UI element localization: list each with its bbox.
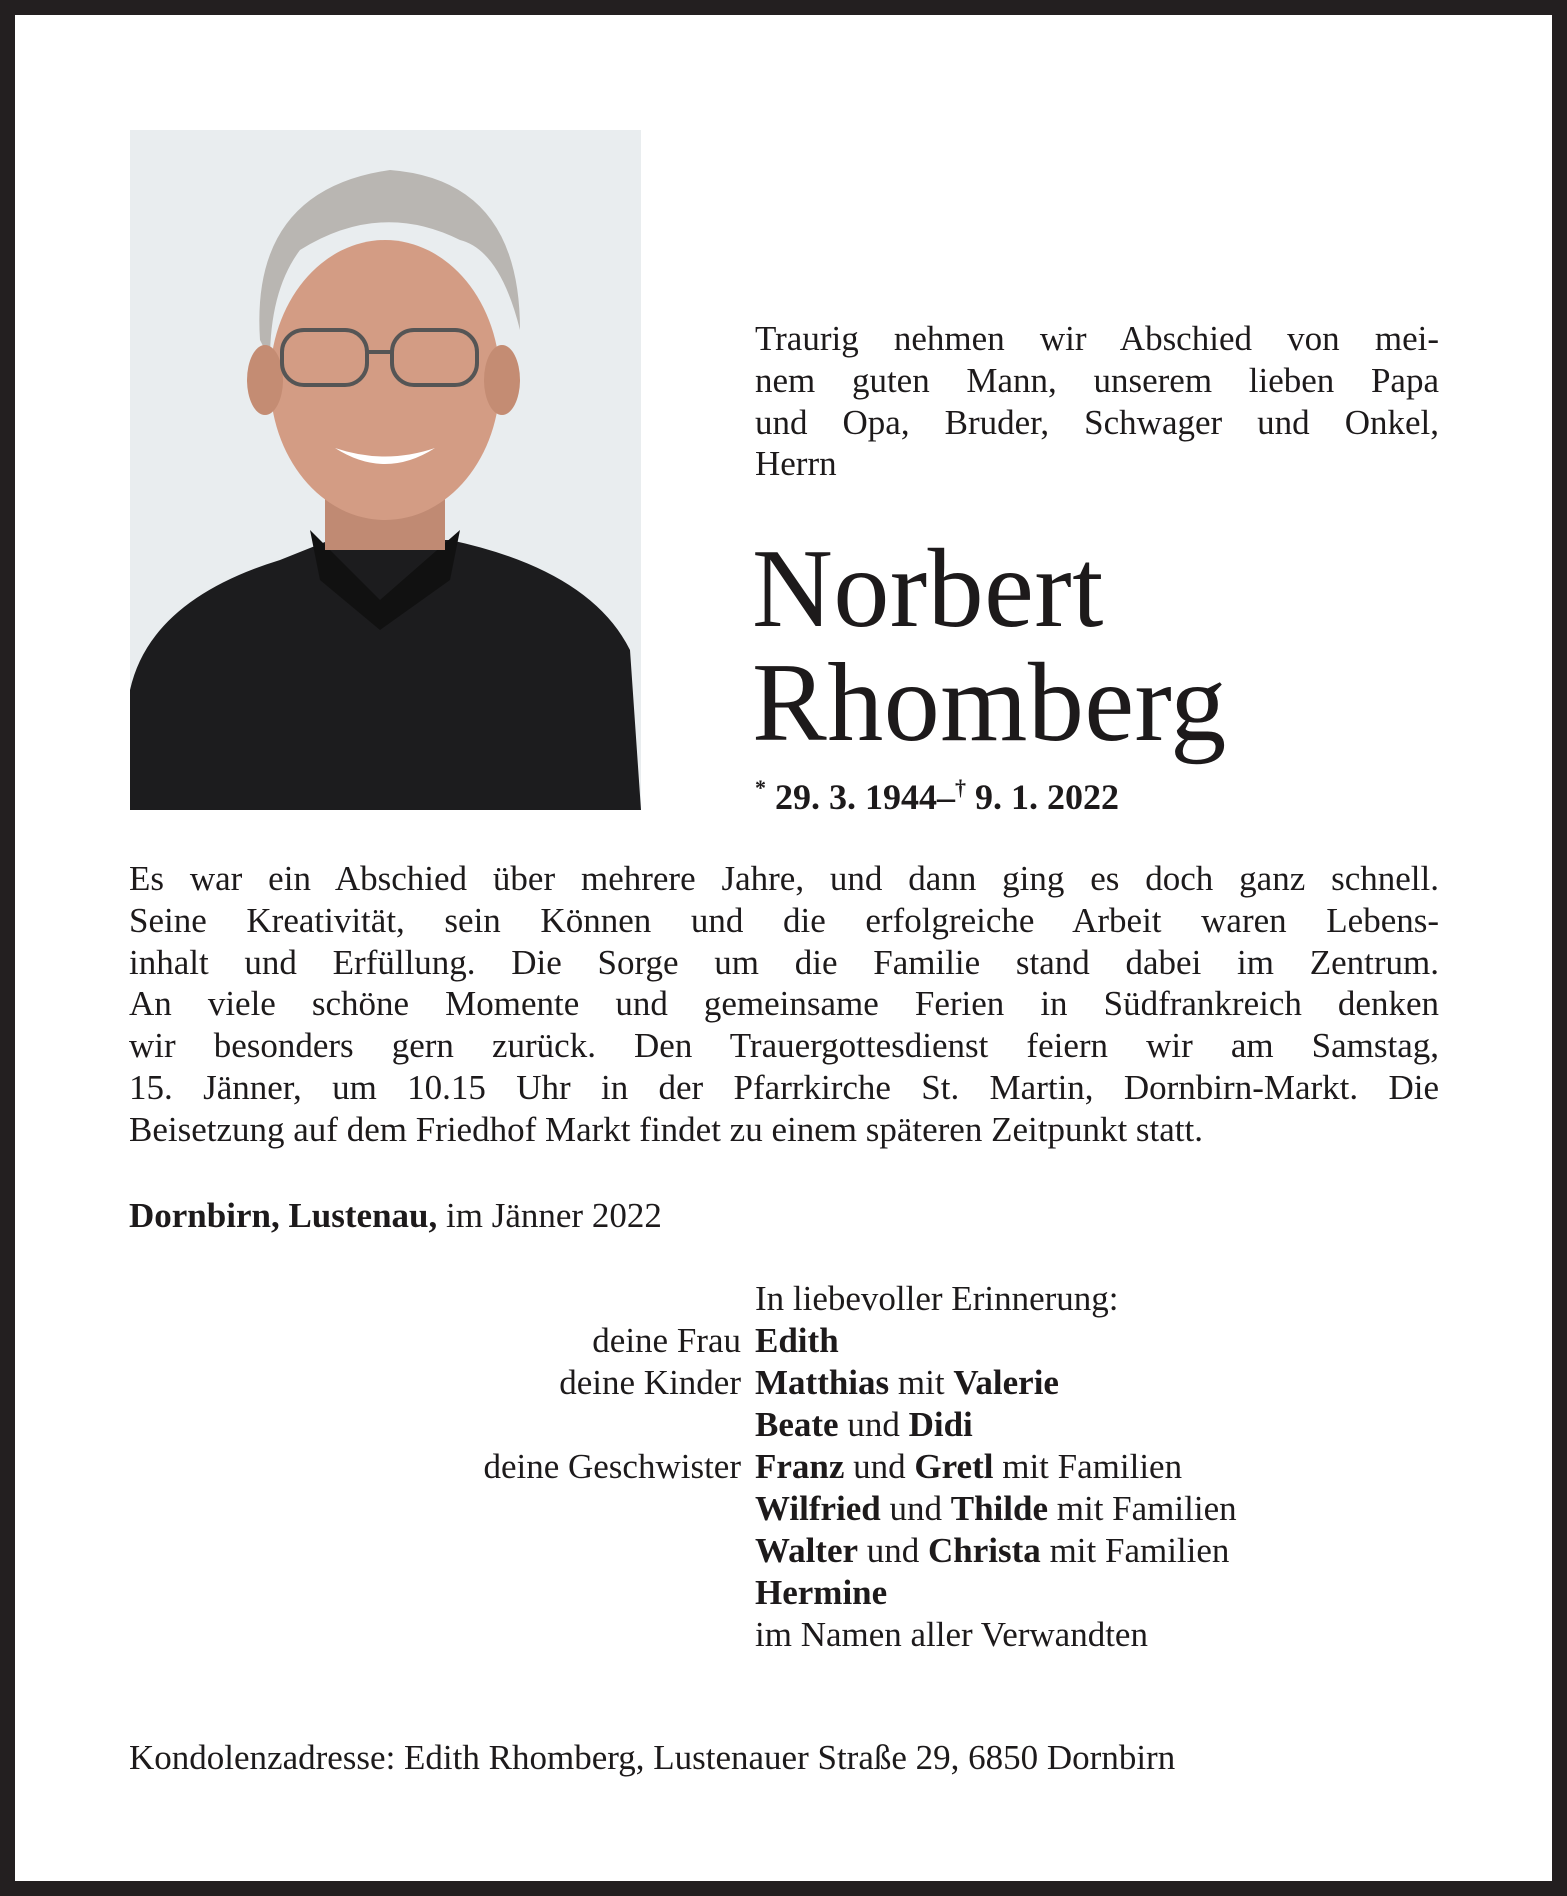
relative-name: Christa <box>928 1531 1041 1570</box>
death-cross-icon: † <box>955 775 966 800</box>
relation-label <box>129 1488 755 1530</box>
connector-text: und <box>844 1447 915 1486</box>
relative-name: Edith <box>755 1321 839 1360</box>
relative-names <box>755 1404 973 1446</box>
relation-label: deine Geschwister <box>483 1447 741 1486</box>
place-date-line <box>129 1196 662 1236</box>
birth-star-icon: * <box>755 775 766 800</box>
life-dates <box>755 775 1119 818</box>
relative-name: Walter <box>755 1531 859 1570</box>
relative-name: Matthias <box>755 1363 890 1402</box>
family-row <box>129 1362 1529 1404</box>
relation-label: deine Kinder <box>559 1363 741 1402</box>
text-line: nem guten Mann, unserem lieben Papa <box>755 360 1439 400</box>
relative-names <box>755 1530 1229 1572</box>
family-list <box>129 1320 1529 1656</box>
birth-date: 29. 3. 1944 <box>775 777 937 817</box>
text-line: Traurig nehmen wir Abschied von mei- <box>755 319 1439 358</box>
deceased-first-name: Norbert <box>752 527 1104 651</box>
relation-label <box>129 1572 755 1614</box>
connector-text: und <box>880 1489 951 1528</box>
family-row <box>129 1614 1529 1656</box>
relative-name: Wilfried <box>755 1489 881 1528</box>
connector-text: im Namen aller Verwandten <box>755 1615 1148 1654</box>
family-row <box>129 1530 1529 1572</box>
text-line: Beisetzung auf dem Friedhof Markt findet zu einem späteren Zeitpunkt statt. <box>129 1109 1203 1149</box>
family-row <box>129 1404 1529 1446</box>
text-line: An viele schöne Momente und gemeinsame Ferien in Südfrankreich denken <box>129 984 1439 1024</box>
text-line: Herrn <box>755 444 837 484</box>
relative-names <box>755 1488 1237 1530</box>
connector-text: mit <box>889 1363 954 1402</box>
intro-text <box>755 318 1439 485</box>
relative-name: Valerie <box>953 1363 1059 1402</box>
connector-text: mit Familien <box>1048 1489 1237 1528</box>
relative-name: Hermine <box>755 1573 888 1612</box>
text-line: Seine Kreativität, sein Können und die erfolgreiche Arbeit waren Lebens- <box>129 900 1439 940</box>
text-line: und Opa, Bruder, Schwager und Onkel, <box>755 402 1439 442</box>
connector-text: und <box>838 1405 909 1444</box>
relative-name: Thilde <box>950 1489 1048 1528</box>
connector-text: mit Familien <box>993 1447 1183 1486</box>
relative-name: Didi <box>908 1405 973 1444</box>
family-row <box>129 1572 1529 1614</box>
relative-names <box>755 1362 1059 1404</box>
relative-name: Gretl <box>914 1447 994 1486</box>
relative-names <box>755 1320 839 1362</box>
text-line: Es war ein Abschied über mehrere Jahre, und dann ging es doch ganz schnell. <box>129 859 1439 898</box>
text-line: inhalt und Erfüllung. Die Sorge um die Familie stand dabei im Zentrum. <box>129 942 1439 982</box>
condolence-address: Kondolenzadresse: Edith Rhomberg, Lustenauer Straße 29, 6850 Dornbirn <box>129 1738 1176 1777</box>
relative-names <box>755 1446 1182 1488</box>
family-row <box>129 1320 1529 1362</box>
portrait-photo <box>130 130 641 810</box>
relation-label <box>129 1614 755 1656</box>
relation-label: deine Frau <box>592 1321 741 1360</box>
month-year: im Jänner 2022 <box>437 1196 662 1235</box>
family-row <box>129 1488 1529 1530</box>
relative-name: Franz <box>755 1447 845 1486</box>
relative-name: Beate <box>755 1405 839 1444</box>
places: Dornbirn, Lustenau, <box>129 1196 438 1235</box>
connector-text: und <box>858 1531 929 1570</box>
relation-label <box>129 1404 755 1446</box>
text-line: 15. Jänner, um 10.15 Uhr in der Pfarrkirche St. Martin, Dornbirn-Markt. Die <box>129 1067 1439 1107</box>
date-separator: – <box>937 777 955 817</box>
text-line: wir besonders gern zurück. Den Trauergottesdienst feiern wir am Samstag, <box>129 1026 1439 1066</box>
connector-text: mit Familien <box>1040 1531 1230 1570</box>
deceased-last-name: Rhomberg <box>752 641 1227 765</box>
memory-heading: In liebevoller Erinnerung: <box>755 1279 1119 1318</box>
relative-names <box>755 1614 1148 1656</box>
family-row <box>129 1446 1529 1488</box>
relative-names <box>755 1572 887 1614</box>
relation-label <box>129 1530 755 1572</box>
death-date: 9. 1. 2022 <box>975 777 1119 817</box>
obituary-paragraph <box>129 858 1439 1151</box>
